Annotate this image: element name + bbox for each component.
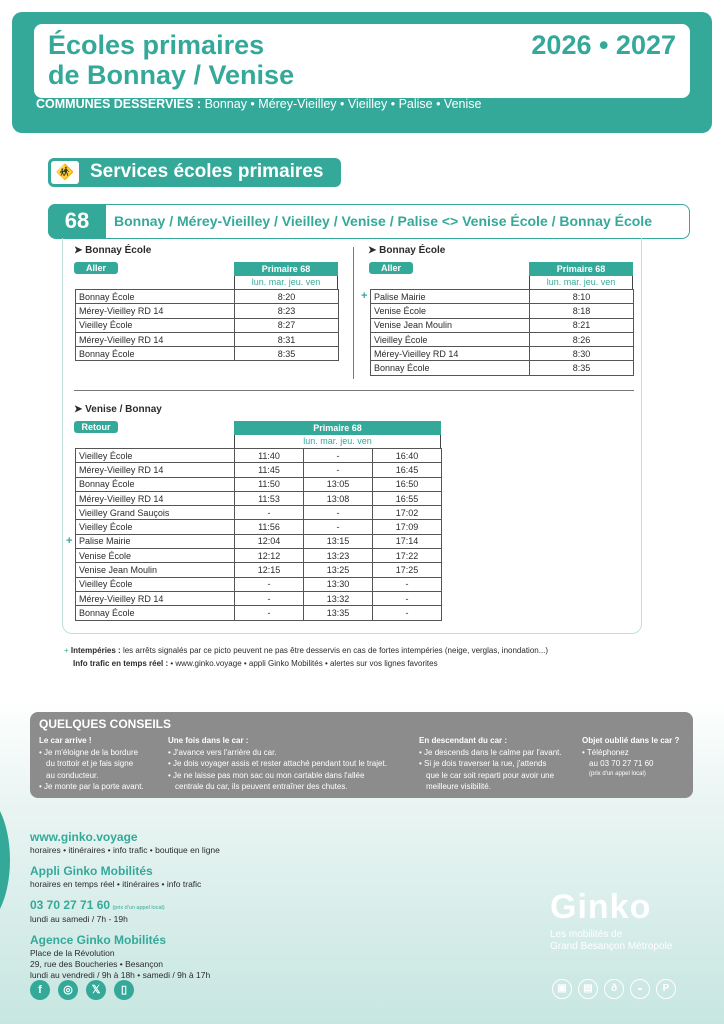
x-icon[interactable]: 𝕏 xyxy=(86,980,106,1000)
stop-name: Bonnay École xyxy=(371,361,530,375)
school-years: 2026 • 2027 xyxy=(531,30,676,60)
departure-time: 8:23 xyxy=(235,304,339,318)
stop-name: Mérey-Vieilley RD 14 xyxy=(76,332,235,346)
stop-name: Venise Jean Moulin xyxy=(76,563,235,577)
stop-name: Palise Mairie xyxy=(371,290,530,304)
table1-days: lun. mar. jeu. ven xyxy=(234,276,338,289)
table1-pill: Aller xyxy=(74,262,118,274)
stop-name: Bonnay École xyxy=(76,477,235,491)
departure-time: 8:35 xyxy=(530,361,634,375)
table3-pill: Retour xyxy=(74,421,118,433)
table2-days: lun. mar. jeu. ven xyxy=(529,276,633,289)
departure-time: 17:14 xyxy=(373,534,442,548)
tips-col2-title: Une fois dans le car : xyxy=(168,736,249,745)
departure-time: 13:08 xyxy=(304,491,373,505)
tips-line: que le car soit reparti pour avoir une xyxy=(426,770,555,780)
departure-time: - xyxy=(373,577,442,591)
tips-line: • Si je dois traverser la rue, j'attends xyxy=(419,759,547,768)
tips-line: du trottoir et je fais signe xyxy=(46,759,134,768)
departure-time: 11:40 xyxy=(235,449,304,463)
stop-name: Vieilley École xyxy=(76,449,235,463)
tips-col-1 xyxy=(39,735,144,793)
phone-number[interactable]: 03 70 27 71 60 xyxy=(30,898,111,912)
horizontal-divider xyxy=(74,390,634,391)
departure-time: 13:23 xyxy=(304,549,373,563)
agency-line-1: Place de la Révolution xyxy=(30,948,115,958)
tips-line: • Je dois voyager assis et rester attaché pendant tout le trajet. xyxy=(168,759,387,768)
stop-name: Mérey-Vieilley RD 14 xyxy=(76,304,235,318)
table-row xyxy=(76,534,442,548)
table-row xyxy=(371,347,634,361)
table1-direction: ➤ Bonnay École xyxy=(74,245,152,256)
departure-time: 12:15 xyxy=(235,563,304,577)
departure-time: 8:21 xyxy=(530,318,634,332)
facebook-icon[interactable]: f xyxy=(30,980,50,1000)
tips-title: QUELQUES CONSEILS xyxy=(39,717,172,731)
tips-line: au 03 70 27 71 60 xyxy=(589,759,654,768)
app-name: Appli Ginko Mobilités xyxy=(30,864,153,878)
tips-line: (prix d'un appel local) xyxy=(589,770,646,777)
departure-time: 17:25 xyxy=(373,563,442,577)
table-row xyxy=(371,361,634,375)
stop-name: Vieilley École xyxy=(371,332,530,346)
phone-app-icon[interactable]: ▯ xyxy=(114,980,134,1000)
bike-icon: ð xyxy=(604,979,624,999)
tips-col4-title: Objet oublié dans le car ? xyxy=(582,736,680,745)
mode-icons xyxy=(552,978,682,999)
departure-time: 16:55 xyxy=(373,491,442,505)
stop-name: Vieilley Grand Sauçois xyxy=(76,506,235,520)
table2-pill: Aller xyxy=(369,262,413,274)
table-row xyxy=(76,477,442,491)
tips-line: centrale du car, ils peuvent entraîner des chutes. xyxy=(175,782,348,791)
departure-time: - xyxy=(373,591,442,605)
departure-time: 12:12 xyxy=(235,549,304,563)
table-row xyxy=(76,591,442,605)
table1 xyxy=(75,289,339,361)
weather-plus-icon: + xyxy=(361,290,368,302)
departure-time: - xyxy=(235,577,304,591)
table-row xyxy=(76,506,442,520)
departure-time: - xyxy=(304,449,373,463)
stop-name: Palise Mairie xyxy=(76,534,235,548)
table2 xyxy=(370,289,634,376)
header-banner xyxy=(12,12,712,133)
departure-time: - xyxy=(304,463,373,477)
tips-line: au conducteur. xyxy=(46,770,99,780)
departure-time: 8:31 xyxy=(235,332,339,346)
departure-time: 11:56 xyxy=(235,520,304,534)
app-sub: horaires en temps réel • itinéraires • info trafic xyxy=(30,879,202,889)
car-icon: ◒ xyxy=(630,979,650,999)
phone-hours: lundi au samedi / 7h - 19h xyxy=(30,914,128,924)
tips-line: • Je ne laisse pas mon sac ou mon cartable dans l'allée xyxy=(168,770,365,780)
table-row xyxy=(76,563,442,577)
section-title xyxy=(48,158,341,187)
vertical-divider xyxy=(353,247,354,379)
departure-time: - xyxy=(235,606,304,620)
children-icon: 🚸 xyxy=(51,161,79,184)
brand-tag-2: Grand Besançon Métropole xyxy=(550,941,673,952)
table-row xyxy=(76,463,442,477)
brand-name: Ginko xyxy=(550,888,652,926)
tips-col-2 xyxy=(168,735,387,793)
stop-name: Mérey-Vieilley RD 14 xyxy=(76,591,235,605)
line-header xyxy=(48,204,690,239)
table-row xyxy=(76,549,442,563)
decorative-arc xyxy=(0,790,10,930)
line-number: 68 xyxy=(48,204,106,238)
departure-time: 8:18 xyxy=(530,304,634,318)
table-row xyxy=(76,577,442,591)
table-row xyxy=(76,491,442,505)
tips-col-4 xyxy=(582,735,679,778)
tips-col1-title: Le car arrive ! xyxy=(39,736,92,745)
departure-time: 17:22 xyxy=(373,549,442,563)
table3-days: lun. mar. jeu. ven xyxy=(234,435,441,448)
stop-name: Bonnay École xyxy=(76,347,235,361)
departure-time: 13:15 xyxy=(304,534,373,548)
departure-time: 11:45 xyxy=(235,463,304,477)
website-sub: horaires • itinéraires • info trafic • boutique en ligne xyxy=(30,845,220,855)
departure-time: 11:53 xyxy=(235,491,304,505)
communes-label: COMMUNES DESSERVIES : xyxy=(36,97,202,111)
tips-line: • Je monte par la porte avant. xyxy=(39,782,144,791)
tips-line: • Téléphonez xyxy=(582,747,629,757)
agency-line-3: lundi au vendredi / 9h à 18h • samedi / 9h à 17h xyxy=(30,970,211,980)
departure-time: - xyxy=(304,520,373,534)
agency-line-2: 29, rue des Boucheries • Besançon xyxy=(30,959,163,969)
ginko-logo xyxy=(550,888,672,953)
table-row xyxy=(371,318,634,332)
departure-time: 17:09 xyxy=(373,520,442,534)
departure-time: 8:35 xyxy=(235,347,339,361)
stop-name: Mérey-Vieilley RD 14 xyxy=(76,463,235,477)
table3-header: Primaire 68 xyxy=(234,421,441,435)
page-title xyxy=(48,30,294,90)
table-row xyxy=(76,332,339,346)
departure-time: 16:50 xyxy=(373,477,442,491)
tips-line: • Je descends dans le calme par l'avant. xyxy=(419,747,562,757)
tips-line: • J'avance vers l'arrière du car. xyxy=(168,747,277,757)
agency-name: Agence Ginko Mobilités xyxy=(30,933,167,947)
website-link[interactable]: www.ginko.voyage xyxy=(30,830,138,844)
social-icons xyxy=(30,980,142,1000)
contacts xyxy=(30,830,220,981)
tips-col-3 xyxy=(419,735,562,793)
departure-time: 13:32 xyxy=(304,591,373,605)
table1-header: Primaire 68 xyxy=(234,262,338,276)
notes xyxy=(64,644,548,670)
table-row xyxy=(76,304,339,318)
table-row xyxy=(76,347,339,361)
table2-direction: ➤ Bonnay École xyxy=(368,245,446,256)
departure-time: - xyxy=(373,606,442,620)
departure-time: 11:50 xyxy=(235,477,304,491)
tips-panel xyxy=(30,712,693,798)
stop-name: Bonnay École xyxy=(76,290,235,304)
section-label: Services écoles primaires xyxy=(90,161,324,182)
line-route: Bonnay / Mérey-Vieilley / Vieilley / Venise / Palise <> Venise École / Bonnay École xyxy=(114,213,652,229)
title-line-1: Écoles primaires xyxy=(48,30,265,60)
departure-time: 17:02 xyxy=(373,506,442,520)
bus-icon: ▤ xyxy=(578,979,598,999)
table2-header: Primaire 68 xyxy=(529,262,633,276)
departure-time: 16:45 xyxy=(373,463,442,477)
table-row xyxy=(76,606,442,620)
stop-name: Mérey-Vieilley RD 14 xyxy=(76,491,235,505)
communes-served xyxy=(36,97,481,111)
table3 xyxy=(75,448,442,621)
departure-time: 13:25 xyxy=(304,563,373,577)
stop-name: Venise Jean Moulin xyxy=(371,318,530,332)
departure-time: 8:30 xyxy=(530,347,634,361)
departure-time: 13:35 xyxy=(304,606,373,620)
instagram-icon[interactable]: ◎ xyxy=(58,980,78,1000)
departure-time: 8:27 xyxy=(235,318,339,332)
departure-time: 8:10 xyxy=(530,290,634,304)
info-trafic-text: • www.ginko.voyage • appli Ginko Mobilités • alertes sur vos lignes favorites xyxy=(170,659,438,668)
departure-time: - xyxy=(235,506,304,520)
tips-line: meilleure visibilité. xyxy=(426,782,491,791)
header-card xyxy=(34,24,690,98)
tips-line: • Je m'éloigne de la bordure xyxy=(39,747,139,757)
communes-list: Bonnay • Mérey-Vieilley • Vieilley • Palise • Venise xyxy=(204,97,482,111)
stop-name: Venise École xyxy=(371,304,530,318)
tram-icon: ▣ xyxy=(552,979,572,999)
departure-time: 16:40 xyxy=(373,449,442,463)
info-trafic-label: Info trafic en temps réel : xyxy=(73,659,169,668)
departure-time: 13:30 xyxy=(304,577,373,591)
table-row xyxy=(371,332,634,346)
departure-time: - xyxy=(304,506,373,520)
departure-time: 12:04 xyxy=(235,534,304,548)
stop-name: Mérey-Vieilley RD 14 xyxy=(371,347,530,361)
table-row xyxy=(76,318,339,332)
departure-time: 8:26 xyxy=(530,332,634,346)
stop-name: Vieilley École xyxy=(76,520,235,534)
phone-note: (prix d'un appel local) xyxy=(112,905,165,911)
table-row xyxy=(76,290,339,304)
departure-time: 13:05 xyxy=(304,477,373,491)
stop-name: Vieilley École xyxy=(76,577,235,591)
departure-time: - xyxy=(235,591,304,605)
notes-plus-icon: + xyxy=(64,646,69,655)
departure-time: 8:20 xyxy=(235,290,339,304)
stop-name: Vieilley École xyxy=(76,318,235,332)
table-row xyxy=(76,520,442,534)
weather-plus-icon-2: + xyxy=(66,535,73,547)
title-line-2: de Bonnay / Venise xyxy=(48,60,295,90)
intemperies-label: Intempéries : xyxy=(70,646,121,655)
stop-name: Venise École xyxy=(76,549,235,563)
intemperies-text: les arrêts signalés par ce picto peuvent ne pas être desservis en cas de fortes intempéries (neige, verglas, inondation...) xyxy=(122,646,549,655)
brand-tag-1: Les mobilités de xyxy=(550,929,623,940)
table-row xyxy=(371,304,634,318)
table-row xyxy=(371,290,634,304)
tips-col3-title: En descendant du car : xyxy=(419,736,508,745)
stop-name: Bonnay École xyxy=(76,606,235,620)
table3-direction: ➤ Venise / Bonnay xyxy=(74,404,162,415)
parking-icon: P xyxy=(656,979,676,999)
table-row xyxy=(76,449,442,463)
